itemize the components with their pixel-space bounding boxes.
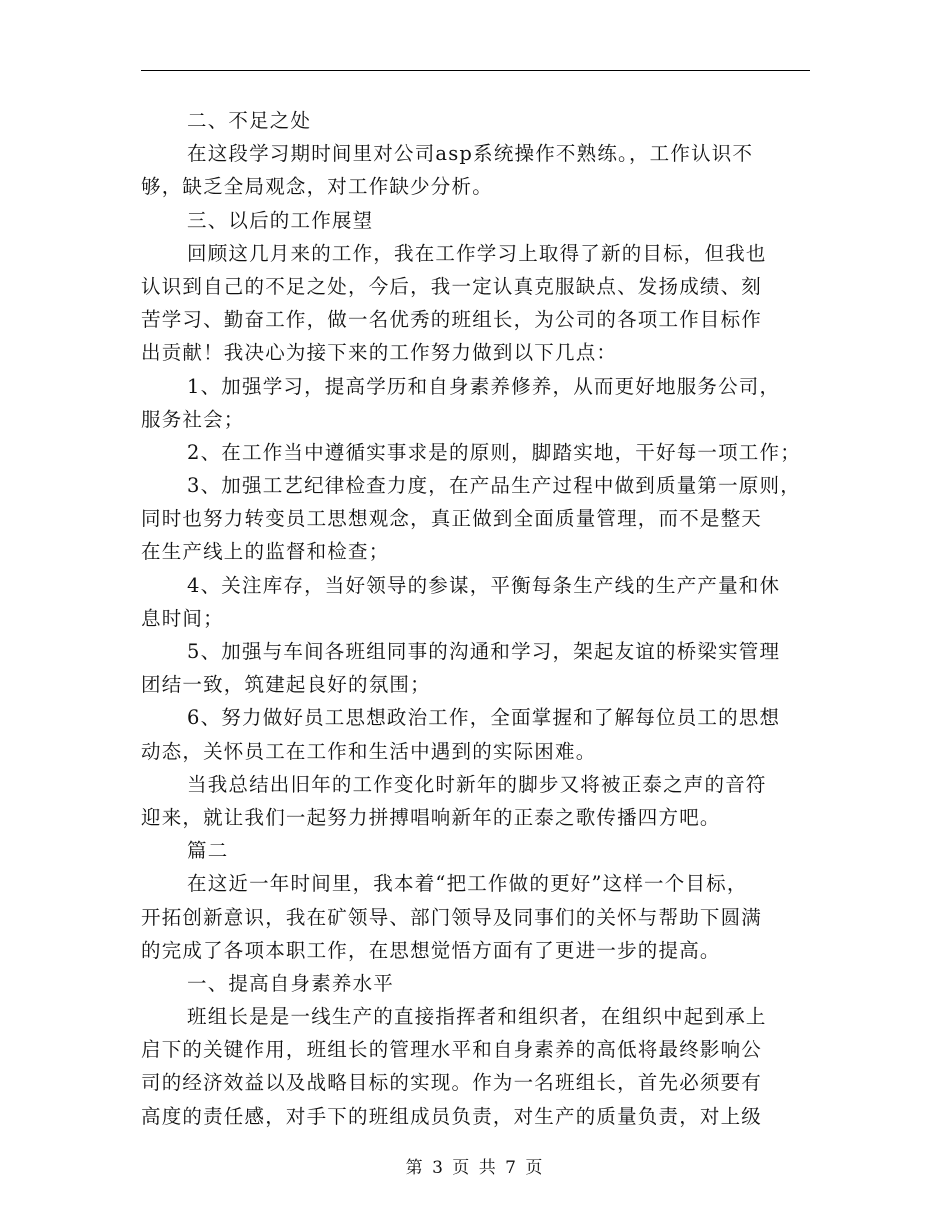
text-line: 团结一致，筑建起良好的氛围；	[141, 673, 431, 697]
text-line: 回顾这几月来的工作，我在工作学习上取得了新的目标，但我也	[187, 241, 767, 265]
header-rule	[141, 70, 810, 71]
text-line: 够，缺乏全局观念，对工作缺少分析。	[141, 175, 493, 199]
text-line: 5、加强与车间各班组同事的沟通和学习，架起友谊的桥梁实管理	[187, 640, 781, 663]
text-line: 动态，关怀员工在工作和生活中遇到的实际困难。	[141, 739, 597, 763]
text-line: 6、努力做好员工思想政治工作，全面掌握和了解每位员工的思想	[187, 706, 781, 730]
text-line: 开拓创新意识，我在矿领导、部门领导及同事们的关怀与帮助下圆满	[141, 905, 763, 929]
text-line: 在这段学习期时间里对公司asp系统操作不熟练。，工作认识不	[187, 142, 754, 166]
text-line: 认识到自己的不足之处，今后，我一定认真克服缺点、发扬成绩、刻	[141, 274, 763, 298]
text-line: 同时也努力转变员工思想观念，真正做到全面质量管理，而不是整天	[141, 507, 763, 531]
text-line: 4、关注库存，当好领导的参谋，平衡每条生产线的生产产量和休	[187, 573, 781, 597]
document-body	[141, 104, 813, 1133]
page-footer: 第 3 页 共 7 页	[405, 1158, 545, 1178]
text-line: 二、不足之处	[187, 109, 312, 132]
text-line: 在生产线上的监督和检查；	[141, 540, 390, 564]
text-line: 篇二	[187, 839, 229, 863]
text-line: 在这近一年时间里，我本着“把工作做的更好”这样一个目标，	[187, 872, 748, 896]
text-line: 三、以后的工作展望	[187, 208, 374, 232]
text-line: 3、加强工艺纪律检查力度，在产品生产过程中做到质量第一原则，	[187, 474, 801, 498]
text-line: 息时间；	[141, 606, 224, 630]
text-line: 苦学习、勤奋工作，做一名优秀的班组长，为公司的各项工作目标作	[141, 308, 763, 332]
text-line: 的完成了各项本职工作，在思想觉悟方面有了更进一步的提高。	[141, 938, 721, 962]
text-line: 当我总结出旧年的工作变化时新年的脚步又将被正泰之声的音符	[187, 772, 767, 796]
text-line: 高度的责任感，对手下的班组成员负责，对生产的质量负责，对上级	[141, 1104, 763, 1128]
text-line: 迎来，就让我们一起努力拼搏唱响新年的正泰之歌传播四方吧。	[141, 805, 721, 829]
text-line: 2、在工作当中遵循实事求是的原则，脚踏实地，干好每一项工作；	[187, 440, 801, 464]
text-line: 一、提高自身素养水平	[187, 971, 395, 995]
text-line: 服务社会；	[141, 407, 245, 431]
text-line: 班组长是是一线生产的直接指挥者和组织者，在组织中起到承上	[187, 1005, 767, 1029]
text-line: 出贡献！我决心为接下来的工作努力做到以下几点：	[141, 341, 618, 365]
text-line: 启下的关键作用，班组长的管理水平和自身素养的高低将最终影响公	[141, 1038, 763, 1062]
text-line: 司的经济效益以及战略目标的实现。作为一名班组长，首先必须要有	[141, 1071, 763, 1095]
text-line: 1、加强学习，提高学历和自身素养修养，从而更好地服务公司，	[187, 374, 781, 398]
